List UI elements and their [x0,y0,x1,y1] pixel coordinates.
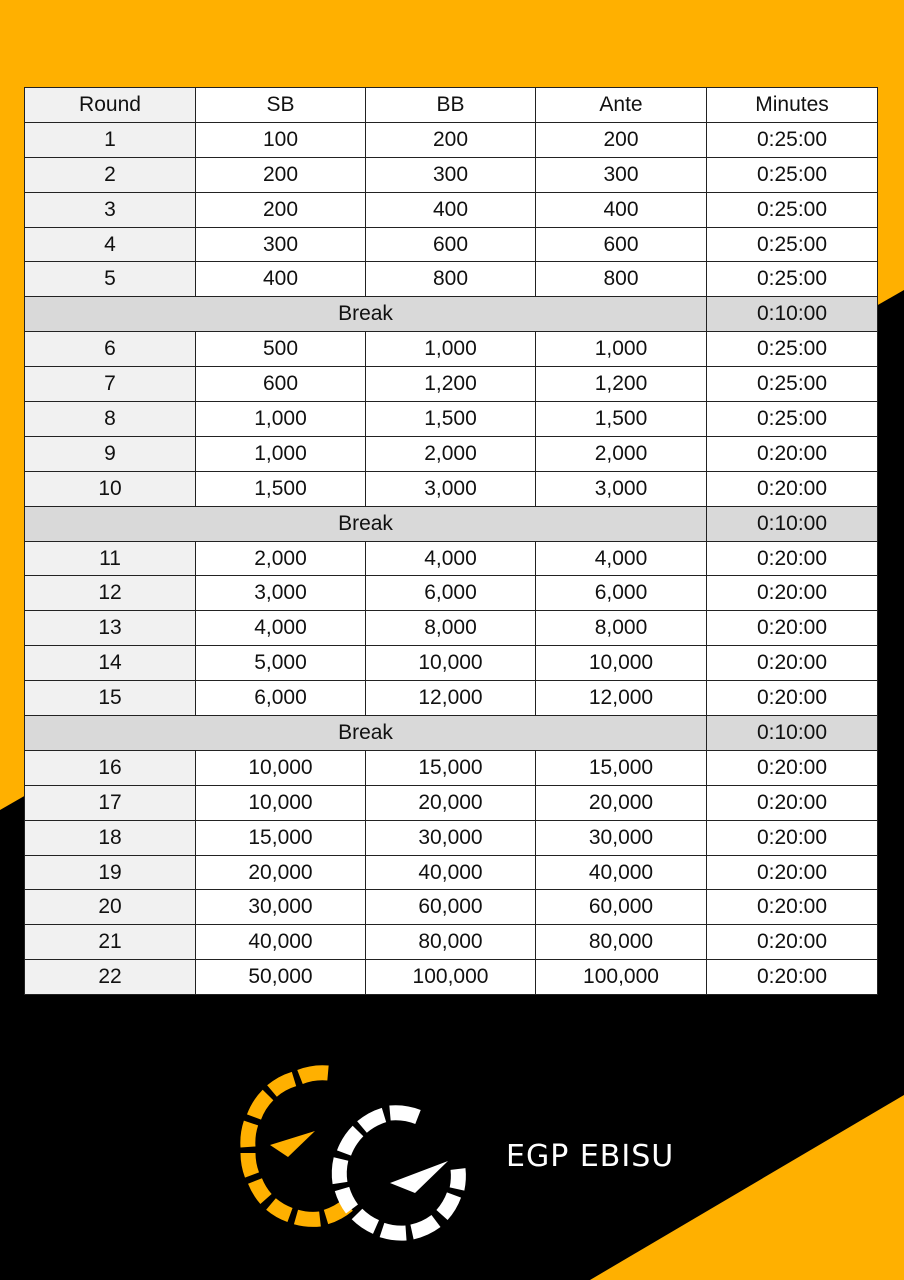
cell-bb: 300 [366,157,536,192]
cell-bb: 400 [366,192,536,227]
cell-minutes: 0:25:00 [707,192,878,227]
cell-minutes: 0:20:00 [707,646,878,681]
cell-ante: 600 [536,227,707,262]
cell-bb: 10,000 [366,646,536,681]
cell-round: 3 [25,192,196,227]
break-minutes: 0:10:00 [707,716,878,751]
cell-sb: 600 [196,367,366,402]
table-row [25,925,878,960]
table-row [25,820,878,855]
cell-round: 19 [25,855,196,890]
break-label: Break [25,506,707,541]
cell-bb: 100,000 [366,960,536,995]
cell-minutes: 0:20:00 [707,541,878,576]
cell-round: 22 [25,960,196,995]
cell-sb: 3,000 [196,576,366,611]
cell-minutes: 0:20:00 [707,750,878,785]
cell-bb: 20,000 [366,785,536,820]
break-row [25,506,878,541]
cell-sb: 200 [196,157,366,192]
cell-sb: 1,000 [196,436,366,471]
cell-minutes: 0:25:00 [707,262,878,297]
cell-round: 2 [25,157,196,192]
cell-round: 10 [25,471,196,506]
table-row [25,157,878,192]
cell-bb: 8,000 [366,611,536,646]
cell-bb: 200 [366,122,536,157]
cell-ante: 1,200 [536,367,707,402]
cell-minutes: 0:20:00 [707,576,878,611]
cell-ante: 10,000 [536,646,707,681]
table-row [25,227,878,262]
cell-round: 7 [25,367,196,402]
cell-ante: 80,000 [536,925,707,960]
cell-minutes: 0:20:00 [707,890,878,925]
cell-ante: 40,000 [536,855,707,890]
cell-ante: 2,000 [536,436,707,471]
cell-sb: 400 [196,262,366,297]
cell-ante: 3,000 [536,471,707,506]
cell-minutes: 0:20:00 [707,471,878,506]
cell-ante: 20,000 [536,785,707,820]
break-minutes: 0:10:00 [707,506,878,541]
cell-minutes: 0:20:00 [707,785,878,820]
cell-ante: 8,000 [536,611,707,646]
cell-ante: 4,000 [536,541,707,576]
table-row [25,332,878,367]
cell-sb: 300 [196,227,366,262]
cell-bb: 3,000 [366,471,536,506]
cell-sb: 200 [196,192,366,227]
break-row [25,716,878,751]
cell-round: 1 [25,122,196,157]
cell-round: 21 [25,925,196,960]
table-row [25,890,878,925]
header-bb: BB [366,88,536,123]
cell-round: 18 [25,820,196,855]
cell-sb: 2,000 [196,541,366,576]
cell-bb: 40,000 [366,855,536,890]
cell-sb: 10,000 [196,750,366,785]
cell-round: 4 [25,227,196,262]
cell-round: 20 [25,890,196,925]
table-row [25,541,878,576]
cell-ante: 300 [536,157,707,192]
cell-minutes: 0:20:00 [707,820,878,855]
cell-bb: 600 [366,227,536,262]
eg-gauge-logo-icon [240,1065,470,1250]
header-sb: SB [196,88,366,123]
cell-sb: 1,500 [196,471,366,506]
cell-round: 13 [25,611,196,646]
cell-sb: 10,000 [196,785,366,820]
cell-round: 15 [25,681,196,716]
cell-round: 8 [25,402,196,437]
cell-ante: 6,000 [536,576,707,611]
cell-minutes: 0:25:00 [707,227,878,262]
cell-minutes: 0:25:00 [707,367,878,402]
cell-minutes: 0:25:00 [707,122,878,157]
cell-bb: 1,500 [366,402,536,437]
cell-round: 9 [25,436,196,471]
cell-ante: 1,000 [536,332,707,367]
cell-bb: 60,000 [366,890,536,925]
cell-bb: 2,000 [366,436,536,471]
cell-ante: 15,000 [536,750,707,785]
cell-sb: 40,000 [196,925,366,960]
table-row [25,960,878,995]
cell-minutes: 0:20:00 [707,855,878,890]
cell-bb: 15,000 [366,750,536,785]
cell-minutes: 0:20:00 [707,611,878,646]
cell-minutes: 0:20:00 [707,960,878,995]
cell-bb: 80,000 [366,925,536,960]
cell-ante: 200 [536,122,707,157]
cell-round: 14 [25,646,196,681]
cell-sb: 50,000 [196,960,366,995]
cell-ante: 30,000 [536,820,707,855]
cell-ante: 1,500 [536,402,707,437]
table-row [25,681,878,716]
table-row [25,785,878,820]
cell-ante: 400 [536,192,707,227]
table-header-row [25,88,878,123]
table-row [25,471,878,506]
table-row [25,262,878,297]
header-minutes: Minutes [707,88,878,123]
cell-bb: 30,000 [366,820,536,855]
cell-minutes: 0:20:00 [707,925,878,960]
blind-structure-table [24,87,878,995]
header-round: Round [25,88,196,123]
cell-sb: 100 [196,122,366,157]
cell-minutes: 0:25:00 [707,157,878,192]
cell-sb: 1,000 [196,402,366,437]
break-row [25,297,878,332]
cell-ante: 800 [536,262,707,297]
cell-minutes: 0:20:00 [707,681,878,716]
cell-round: 17 [25,785,196,820]
cell-bb: 12,000 [366,681,536,716]
cell-sb: 30,000 [196,890,366,925]
table-row [25,646,878,681]
cell-sb: 20,000 [196,855,366,890]
cell-bb: 1,000 [366,332,536,367]
blind-structure-table-container [24,87,877,995]
header-ante: Ante [536,88,707,123]
cell-bb: 6,000 [366,576,536,611]
brand-name: EGP EBISU [506,1139,675,1174]
break-label: Break [25,297,707,332]
table-row [25,855,878,890]
cell-round: 12 [25,576,196,611]
cell-ante: 100,000 [536,960,707,995]
cell-sb: 15,000 [196,820,366,855]
cell-minutes: 0:25:00 [707,402,878,437]
cell-round: 16 [25,750,196,785]
cell-sb: 4,000 [196,611,366,646]
break-label: Break [25,716,707,751]
cell-sb: 5,000 [196,646,366,681]
table-row [25,611,878,646]
cell-bb: 1,200 [366,367,536,402]
break-minutes: 0:10:00 [707,297,878,332]
table-body [25,122,878,994]
cell-minutes: 0:20:00 [707,436,878,471]
table-row [25,436,878,471]
table-row [25,122,878,157]
cell-ante: 60,000 [536,890,707,925]
cell-ante: 12,000 [536,681,707,716]
cell-round: 5 [25,262,196,297]
cell-round: 11 [25,541,196,576]
table-row [25,576,878,611]
table-row [25,402,878,437]
table-row [25,192,878,227]
table-row [25,367,878,402]
cell-sb: 6,000 [196,681,366,716]
cell-bb: 4,000 [366,541,536,576]
cell-bb: 800 [366,262,536,297]
cell-minutes: 0:25:00 [707,332,878,367]
table-row [25,750,878,785]
cell-sb: 500 [196,332,366,367]
cell-round: 6 [25,332,196,367]
